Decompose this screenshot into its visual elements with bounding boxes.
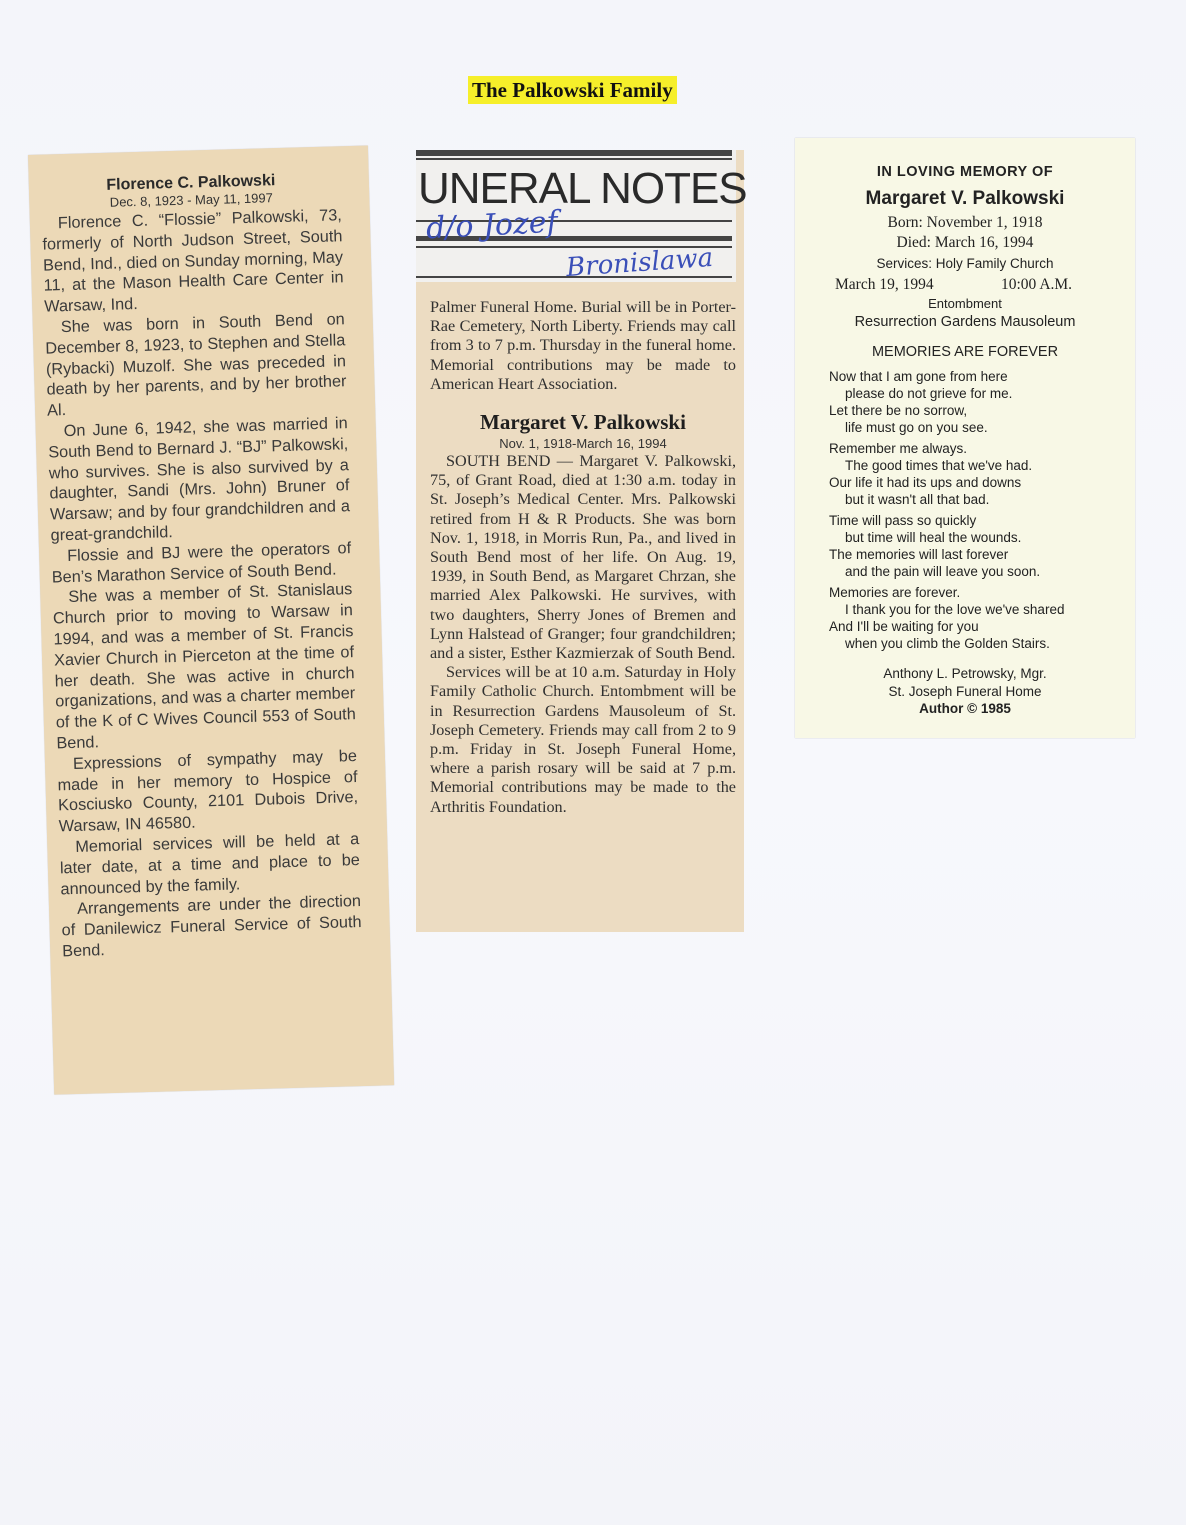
clipping-funeral-notes [416, 150, 747, 932]
poem-line: Memories are forever. [829, 585, 961, 600]
margaret-obituary-body [430, 298, 736, 817]
palmer-paragraph: Palmer Funeral Home. Burial will be in Porter-Rae Cemetery, North Liberty. Friends may call from 3 to 7 p.m. Thursday in the funeral home. Memorial contributions may be made to American Heart Association. [430, 298, 736, 393]
header-rule-top-thin [416, 158, 732, 160]
margaret-paragraph: SOUTH BEND — Margaret V. Palkowski, 75, of Grant Road, died at 1:30 a.m. today in St. Joseph’s Medical Center. Mrs. Palkowski retired from H & R Products. She was born Nov. 1, 1918, in Morris Run, Pa., and lived in South Bend most of her life. On Aug. 19, 1939, in South Bend, as Margaret Chrzan, she married Alex Palkowski. He survives, with two daughters, Sherry Jones of Bremen and Lynn Halstead of Granger; four grandchildren; and a sister, Esther Kazmierzak of South Bend. [430, 452, 736, 663]
poem-line: Remember me always. [829, 441, 968, 456]
poem-line: The good times that we've had. [845, 458, 1033, 473]
card-manager: Anthony L. Petrowsky, Mgr. [883, 666, 1047, 681]
florence-paragraph: On June 6, 1942, she was married in South Bend to Bernard J. “BJ” Palkowski, who survives. She is also survived by a daughter, Sandi (Mrs. John) Bruner of Warsaw; and by four grandchildren and a great-grandchild. [48, 414, 351, 545]
poem-line: Now that I am gone from here [829, 369, 1008, 384]
poem-line: Our life it had its ups and downs [829, 475, 1022, 490]
florence-heading: Florence C. Palkowski [106, 172, 276, 194]
card-in-loving-memory: IN LOVING MEMORY OF [876, 164, 1054, 180]
page-title: The Palkowski Family [468, 76, 677, 104]
card-service-time: 10:00 A.M. [1001, 276, 1073, 293]
poem-line: when you climb the Golden Stairs. [845, 636, 1050, 651]
card-died: Died: March 16, 1994 [896, 234, 1034, 251]
poem-line: I thank you for the love we've shared [845, 602, 1065, 617]
poem-line: Let there be no sorrow, [829, 403, 968, 418]
poem-line: Time will pass so quickly [829, 513, 977, 528]
poem-line: but time will heal the wounds. [845, 530, 1022, 545]
margaret-dates: Nov. 1, 1918-March 16, 1994 [499, 436, 667, 452]
florence-body [42, 205, 363, 962]
card-poem [829, 368, 1129, 652]
card-poem-title: MEMORIES ARE FOREVER [871, 344, 1059, 360]
card-services: Services: Holy Family Church [876, 256, 1054, 271]
card-born: Born: November 1, 1918 [887, 214, 1043, 231]
card-entombment: Entombment [928, 296, 1002, 311]
card-author: Author © 1985 [919, 701, 1011, 716]
florence-paragraph: Expressions of sympathy may be made in her memory to Hospice of Kosciusko County, 2101 Dubois Drive, Warsaw, IN 46580. [57, 746, 359, 836]
handwritten-note-mother: Bronislawa [565, 242, 715, 284]
florence-paragraph: Arrangements are under the direction of Danilewicz Funeral Service of South Bend. [61, 892, 362, 961]
poem-line: and the pain will leave you soon. [845, 564, 1041, 579]
funeral-notes-title: UNERAL NOTES [418, 164, 747, 213]
card-name: Margaret V. Palkowski [865, 188, 1065, 209]
card-funeral-home: St. Joseph Funeral Home [888, 684, 1042, 699]
poem-line: The memories will last forever [829, 547, 1009, 562]
poem-line: please do not grieve for me. [845, 386, 1013, 401]
handwritten-note-parent: d/o Jozef [425, 204, 559, 247]
florence-paragraph: She was born in South Bend on December 8, 1923, to Stephen and Stella (Rybacki) Muzolf. She was preceded in death by her parents, and by her brother Al. [45, 310, 347, 420]
florence-dates: Dec. 8, 1923 - May 11, 1997 [109, 190, 274, 210]
margaret-paragraph: Services will be at 10 a.m. Saturday in Holy Family Catholic Church. Entombment will be in Resurrection Gardens Mausoleum of St. Joseph Cemetery. Friends may call from 2 to 9 p.m. Friday in St. Joseph Funeral Home, where a parish rosary will be said at 7 p.m. Memorial contributions may be made to the Arthritis Foundation. [430, 663, 736, 816]
poem-line: life must go on you see. [845, 420, 988, 435]
card-service-date: March 19, 1994 [835, 276, 934, 293]
florence-paragraph: She was a member of St. Stanislaus Church prior to moving to Warsaw in 1994, and was a member of St. Francis Xavier Church in Pierceton at the time of her death. She was active in church organizations, and was a charter member of the K of C Wives Council 553 of South Bend. [52, 580, 356, 753]
memorial-card [795, 138, 1135, 738]
poem-line: but it wasn't all that bad. [845, 492, 990, 507]
margaret-heading: Margaret V. Palkowski [480, 410, 686, 435]
florence-paragraph: Flossie and BJ were the operators of Ben’s Marathon Service of South Bend. [51, 538, 352, 587]
card-place: Resurrection Gardens Mausoleum [854, 314, 1076, 330]
poem-line: And I'll be waiting for you [829, 619, 979, 634]
clipping-florence-obituary [28, 146, 394, 1095]
header-rule-top [416, 150, 732, 156]
florence-paragraph: Memorial services will be held at a later date, at a time and place to be announced by the family. [59, 829, 361, 898]
funeral-notes-header [416, 150, 747, 284]
florence-paragraph: Florence C. “Flossie” Palkowski, 73, formerly of North Judson Street, South Bend, Ind., died on Sunday morning, May 11, at the Mason Health Care Center in Warsaw, Ind. [42, 206, 344, 316]
